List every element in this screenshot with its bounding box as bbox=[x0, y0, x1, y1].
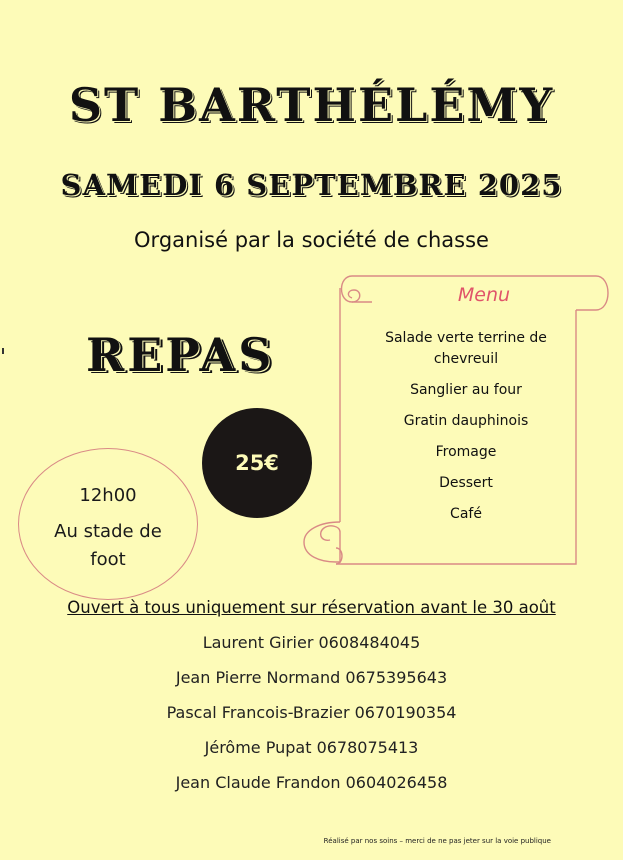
contact-list bbox=[0, 632, 623, 807]
menu-item: Gratin dauphinois bbox=[403, 413, 529, 429]
scan-mark bbox=[2, 348, 4, 354]
contact-item: Laurent Girier 0608484045 bbox=[202, 633, 421, 652]
event-place: Au stade de foot bbox=[54, 521, 162, 570]
menu-scroll bbox=[300, 272, 612, 578]
poster-title: ST BARTHÉLÉMY bbox=[68, 78, 555, 132]
event-time: 12h00 bbox=[79, 485, 137, 507]
organizer-text: Organisé par la société de chasse bbox=[134, 228, 489, 252]
footer-note: Réalisé par nos soins – merci de ne pas jeter sur la voie publique bbox=[323, 837, 551, 845]
contact-item: Jean Pierre Normand 0675395643 bbox=[175, 668, 448, 687]
menu-title: Menu bbox=[457, 284, 511, 306]
menu-item: Salade verte terrine de chevreuil bbox=[385, 330, 547, 367]
contact-item: Pascal Francois-Brazier 0670190354 bbox=[166, 703, 457, 722]
menu-item: Dessert bbox=[439, 475, 493, 491]
menu-list bbox=[368, 328, 564, 535]
menu-item: Sanglier au four bbox=[410, 382, 522, 398]
price-label: 25€ bbox=[235, 451, 279, 475]
event-date: SAMEDI 6 SEPTEMBRE 2025 bbox=[60, 168, 563, 202]
time-place-badge bbox=[18, 448, 198, 600]
event-heading: REPAS bbox=[86, 328, 275, 382]
reservation-info: Ouvert à tous uniquement sur réservation avant le 30 août bbox=[67, 598, 556, 617]
menu-item: Fromage bbox=[435, 444, 497, 460]
contact-item: Jean Claude Frandon 0604026458 bbox=[175, 773, 448, 792]
price-badge bbox=[202, 408, 312, 518]
menu-item: Café bbox=[450, 506, 482, 522]
contact-item: Jérôme Pupat 0678075413 bbox=[204, 738, 419, 757]
